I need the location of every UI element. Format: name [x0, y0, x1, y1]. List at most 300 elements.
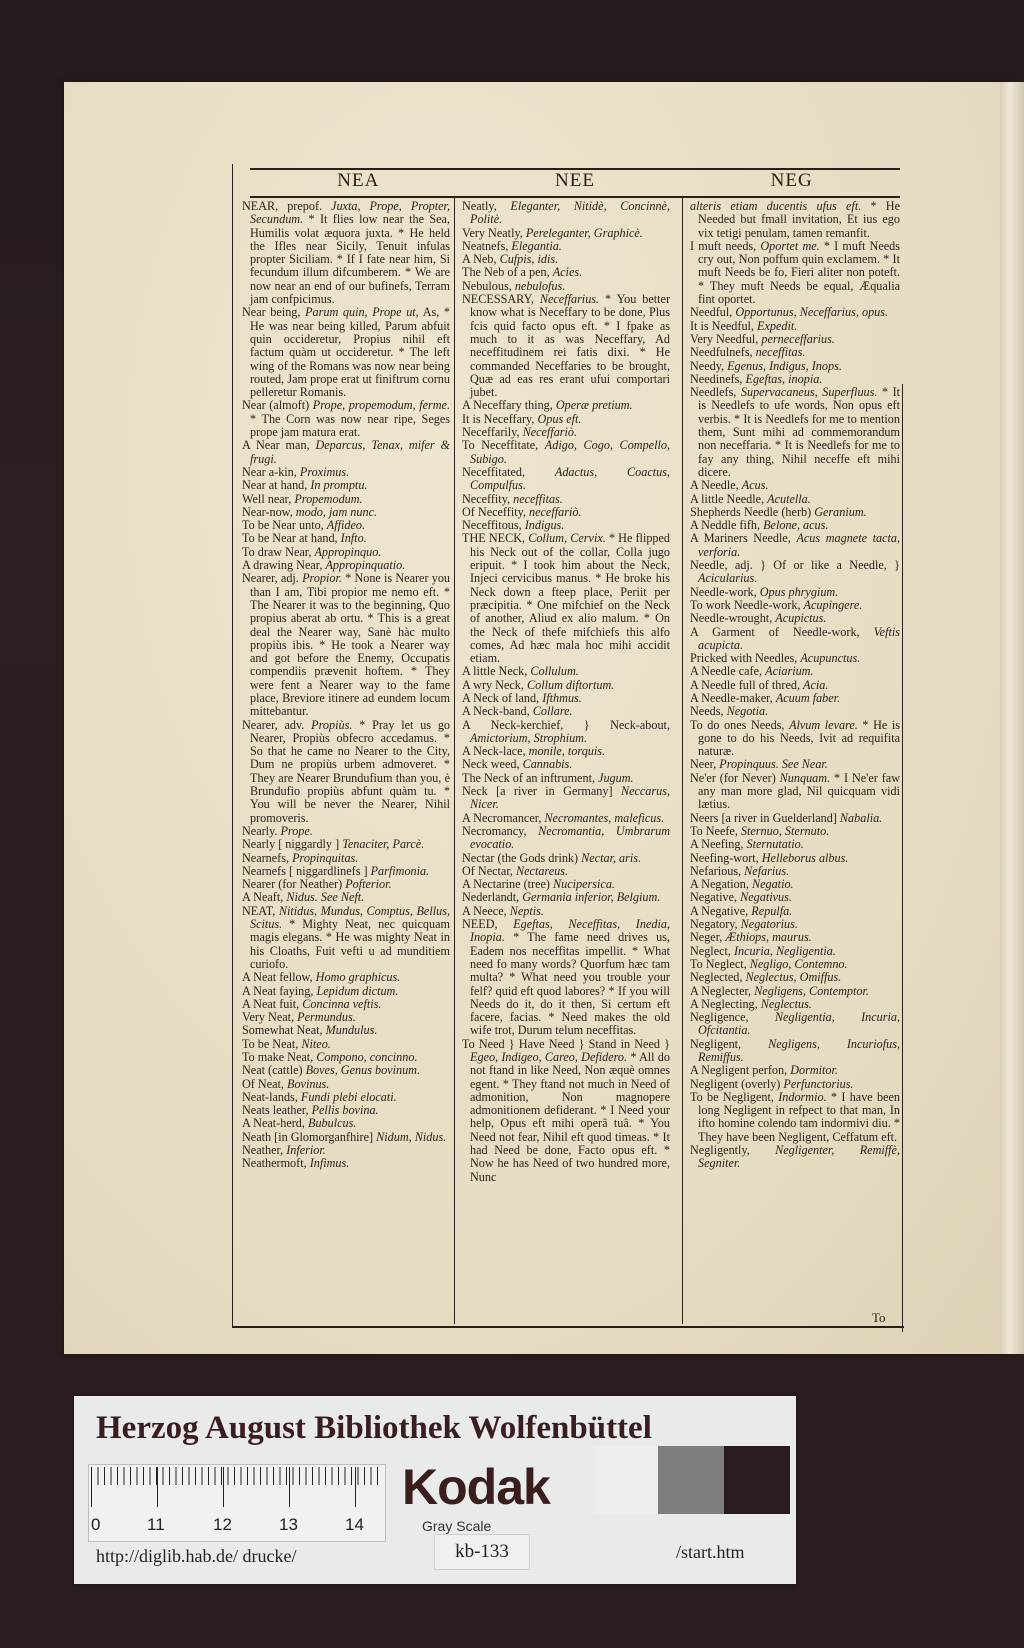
dictionary-entry — [690, 719, 900, 759]
headword: A Negation, — [690, 877, 749, 892]
dictionary-entry — [462, 825, 670, 852]
dictionary-entry — [242, 1131, 450, 1144]
dictionary-entry — [690, 865, 900, 878]
headword: A Needle full of thred, — [690, 677, 800, 692]
latin-gloss: Cannabis. — [522, 757, 573, 772]
dictionary-entry — [462, 426, 670, 439]
latin-gloss: Propemodum. — [294, 491, 363, 506]
latin-gloss: Infto. — [340, 531, 367, 546]
latin-gloss: Nunquam. — [779, 770, 831, 785]
shelf-code: kb-133 — [434, 1534, 530, 1570]
latin-gloss: Appropinquatio. — [325, 558, 406, 573]
dictionary-entry — [690, 559, 900, 586]
dictionary-entry — [462, 293, 670, 399]
headword: Needlefs, — [690, 385, 737, 400]
dictionary-entry — [242, 1117, 450, 1130]
latin-gloss: Niteo. — [301, 1036, 331, 1051]
latin-gloss: Adigo, Cogo, Compello, Subigo. — [470, 438, 670, 466]
example-text: * All do not ftand in like Need, Non æquè omnes egent. * They ftand not much in Need of admonition, Non magnopere admonitionem defiderant. * I Need your help, Opus eft mihi operâ tuâ. * You Need not fear, Nihil eft quod timeas. * It had Need be done, Facto opus eft. * Now he has Need of two hundred more, Nunc — [470, 1050, 670, 1184]
headword: A Neb, — [462, 252, 497, 267]
dictionary-entry — [690, 333, 900, 346]
dictionary-entry — [690, 652, 900, 665]
ruler-label: 11 — [147, 1515, 165, 1534]
latin-gloss: neceffitas. — [755, 345, 806, 360]
headword: To be Neat, — [242, 1036, 299, 1051]
headword: A Neat-herd, — [242, 1116, 305, 1131]
latin-gloss: Deparcus, Tenax, mifer & frugi. — [250, 438, 450, 466]
headword: NEAT, — [242, 903, 276, 918]
dictionary-entry — [242, 1064, 450, 1077]
dictionary-entry — [242, 399, 450, 439]
headword: Near (almoft) — [242, 398, 310, 413]
gray-scale-label: Gray Scale — [422, 1518, 492, 1534]
latin-gloss: Pofterior. — [345, 877, 392, 892]
dictionary-entry — [242, 998, 450, 1011]
headword: Needle-work, — [690, 584, 757, 599]
headword: Near being, — [242, 305, 301, 320]
latin-gloss: Negligens, Incuriofus, Remiffus. — [698, 1036, 900, 1064]
latin-gloss: Necromantia, Umbrarum evocatio. — [470, 823, 670, 852]
latin-gloss: Collum diftortum. — [526, 677, 615, 692]
headword: It is Needful, — [690, 318, 754, 333]
dictionary-entry — [690, 612, 900, 625]
headword: Needle, adj. } Of or like a Needle, } — [690, 558, 900, 573]
headword: Needinefs, — [690, 371, 743, 386]
latin-gloss: Parfimonia. — [370, 863, 430, 878]
headword: A Needle cafe, — [690, 664, 763, 679]
latin-gloss: Adactus, Coactus, Compulfus. — [470, 464, 670, 493]
dictionary-entry — [690, 705, 900, 718]
latin-gloss: Aciarium. — [765, 664, 814, 679]
latin-gloss: Neglectus. — [760, 996, 812, 1011]
dictionary-entry — [690, 373, 900, 386]
ruler-major-tick — [157, 1467, 158, 1507]
dictionary-entry — [690, 679, 900, 692]
dictionary-entry — [690, 626, 900, 653]
latin-gloss: Neccarus, Nicer. — [470, 784, 670, 812]
latin-gloss: Opus eft. — [537, 411, 582, 426]
latin-gloss: Nectareus. — [516, 863, 569, 878]
latin-gloss: alteris etiam ducentis ufus eft. — [690, 200, 862, 213]
latin-gloss: Infimus. — [309, 1156, 350, 1171]
dictionary-entry — [242, 1157, 450, 1170]
latin-gloss: Affideo. — [326, 518, 366, 533]
latin-gloss: Expedit. — [757, 318, 798, 333]
dictionary-entry — [690, 386, 900, 479]
headword: A Neat faying, — [242, 983, 314, 998]
dictionary-entry — [462, 413, 670, 426]
latin-gloss: Negatio. — [751, 877, 794, 892]
latin-gloss: Opus phrygium. — [759, 584, 839, 599]
dictionary-entry — [242, 865, 450, 878]
dictionary-entry — [242, 493, 450, 506]
headword: I muft needs, — [690, 238, 757, 253]
headword: Neatly, — [462, 200, 497, 213]
dictionary-entry — [462, 852, 670, 865]
dictionary-entry — [690, 878, 900, 891]
dictionary-entry — [690, 360, 900, 373]
headword: Necromancy, — [462, 823, 527, 838]
dictionary-entry — [242, 479, 450, 492]
example-text: * The fame need drives us, Eadem nos neceffitas impellit. * What need fo many words? Quorfum hæc tam multa? * What need you trouble your felf? quid eft quod labores? * If you will Needs do it, do it then, Si certum eft facere, facias. * Need makes the old wife trot, Durum telum neceffitas. — [470, 930, 670, 1038]
dictionary-entry — [690, 479, 900, 492]
gray-swatch-black — [724, 1446, 790, 1514]
dictionary-entry — [462, 227, 670, 240]
headword: A Neglecter, — [690, 983, 752, 998]
example-text: * I Ne'er faw any man more glad, Nil quicquam vidi lætius. — [698, 770, 900, 812]
headword: Neatnefs, — [462, 238, 509, 253]
dictionary-entry — [462, 466, 670, 493]
latin-gloss: Germania inferior, Belgium. — [522, 890, 661, 905]
dictionary-entry — [690, 586, 900, 599]
dictionary-entry — [690, 1038, 900, 1065]
latin-gloss: Sternuo, Sternuto. — [740, 823, 830, 838]
latin-gloss: Neceffariò. — [522, 425, 578, 440]
example-text: As, * He was near being killed, Parum abfuit quin occideretur, Propius nihil eft factum quàm ut occideretur. * The left wing of the Romans was now near being routed, Jam prope erat ut finiftrum cornu pelleretur Romanis. — [250, 305, 450, 400]
headword: Nederlandt, — [462, 890, 520, 905]
headword: A Neck-lace, — [462, 744, 526, 759]
example-text: * You better know what is Neceffary to be done, Plus fcis quid facto opus eft. * I fpake as much to it as was Neceffary, Ad neceffitudinem rei fatis dixi. * He commanded Neceffaries to be brought, Quæ ad eas res erant ufui comportari jubet. — [470, 292, 670, 400]
latin-gloss: Æthiops, maurus. — [725, 930, 812, 945]
gray-swatch-mid — [658, 1446, 724, 1514]
headword: It is Neceffary, — [462, 411, 535, 426]
latin-gloss: Operæ pretium. — [555, 398, 633, 413]
dictionary-entry — [462, 679, 670, 692]
latin-gloss: Bubulcus. — [308, 1116, 357, 1131]
headword: Negligently, — [690, 1143, 750, 1158]
headword: Neceffitous, — [462, 518, 522, 533]
headword: Neger, — [690, 930, 723, 945]
headword: Nearly. — [242, 823, 278, 838]
gray-swatch-white — [594, 1446, 658, 1514]
latin-gloss: Inferior. — [286, 1143, 326, 1158]
headword: Neath [in Glomorganfhire] — [242, 1129, 374, 1144]
dictionary-entry — [462, 785, 670, 812]
example-text: * It flies low near the Sea, Humilis volat æquora juxta. * He held the Ifles near Sicily, Tenuit infulas propter Siciliam. * If I fate near him, Si fecundum illum difcumberem. * We are now near an end of our bufinefs, Terram jam confpicimus. — [250, 212, 450, 307]
dictionary-entry — [242, 439, 450, 466]
headword: The Neck of an inftrument, — [462, 770, 595, 785]
column-separator — [454, 198, 455, 1324]
headword: A Neceffary thing, — [462, 398, 553, 413]
dictionary-entry — [462, 719, 670, 746]
headword: To draw Near, — [242, 544, 312, 559]
headword: To Neglect, — [690, 956, 747, 971]
latin-gloss: Negligentia, Incuria, Ofcitantia. — [698, 1010, 900, 1038]
latin-gloss: Compono, concinno. — [316, 1050, 418, 1064]
latin-gloss: Negligo, Contemno. — [749, 956, 848, 971]
dictionary-entry — [462, 532, 670, 665]
running-head-1: NEA — [337, 170, 380, 191]
dictionary-entry — [462, 493, 670, 506]
headword: A Necromancer, — [462, 810, 542, 825]
dictionary-entry — [242, 1011, 450, 1024]
headword: Very Neatly, — [462, 225, 523, 240]
headword: A Neck-kerchief, } Neck-about, — [462, 717, 670, 732]
page-edge — [1000, 82, 1024, 1354]
latin-gloss: Nitidus, Mundus, Comptus, Bellus, Scitus. — [250, 903, 450, 932]
latin-gloss: Nidum, Nidus. — [376, 1129, 447, 1144]
dictionary-entry — [690, 320, 900, 333]
dictionary-entry — [690, 772, 900, 812]
frame-right-rule — [902, 384, 903, 1332]
headword: Neathermoft, — [242, 1156, 307, 1171]
headword: Neat (cattle) — [242, 1063, 303, 1078]
dictionary-entry — [462, 240, 670, 253]
latin-gloss: Bovinus. — [287, 1076, 330, 1091]
scale-ruler — [88, 1464, 386, 1542]
headword: THE NECK, — [462, 531, 526, 546]
headword: Near-now, — [242, 504, 293, 519]
example-text: * Mighty Neat, nec quicquam magis elegans. * He was mighty Neat in his Cloaths, Fuit vefti u ad munditiem curiofo. — [250, 917, 450, 971]
headword: A Neddle fifh, — [690, 518, 761, 533]
headword: Nefarious, — [690, 863, 742, 878]
latin-gloss: Parum quin, Prope ut, — [305, 305, 419, 320]
dictionary-entry — [462, 865, 670, 878]
latin-gloss: Propiùs. — [311, 717, 353, 732]
dictionary-entry — [462, 758, 670, 771]
dictionary-entry — [462, 439, 670, 466]
latin-gloss: Egenus, Indigus, Inops. — [727, 358, 842, 373]
dictionary-entry — [690, 812, 900, 825]
dictionary-entry — [242, 1091, 450, 1104]
kodak-logo: Kodak — [402, 1459, 550, 1515]
dictionary-column-1 — [242, 200, 450, 1320]
dictionary-entry — [242, 1078, 450, 1091]
headword: NECESSARY, — [462, 292, 534, 307]
dictionary-entry — [690, 931, 900, 944]
latin-gloss: Amictorium, Strophium. — [470, 730, 588, 745]
latin-gloss: Negatorius. — [740, 917, 798, 932]
latin-gloss: Belone, acus. — [763, 518, 829, 533]
headword: To do ones Needs, — [690, 717, 785, 732]
dictionary-entry — [462, 812, 670, 825]
ruler-major-tick — [289, 1467, 290, 1507]
headword: Negligent, — [690, 1036, 742, 1051]
latin-gloss: Acies. — [552, 265, 583, 280]
latin-gloss: Nabalia. — [839, 810, 883, 825]
headword: Neglect, — [690, 943, 731, 958]
headword: Neather, — [242, 1143, 284, 1158]
latin-gloss: Appropinquo. — [314, 544, 382, 559]
headword: Nebulous, — [462, 278, 512, 293]
latin-gloss: Concinna veftis. — [302, 996, 382, 1011]
headword: Needy, — [690, 358, 725, 373]
latin-gloss: nebulofus. — [514, 278, 566, 293]
headword: Negative, — [690, 890, 738, 905]
headword: Neck weed, — [462, 757, 520, 772]
ruler-major-tick — [355, 1467, 356, 1507]
headword: A Neece, — [462, 903, 507, 918]
dictionary-entry — [242, 1051, 450, 1064]
library-name: Herzog August Bibliothek Wolfenbüttel — [96, 1410, 652, 1446]
dictionary-entry — [690, 599, 900, 612]
latin-gloss: Alvum levare. — [789, 717, 858, 732]
dictionary-entry — [242, 1104, 450, 1117]
dictionary-entry — [690, 758, 900, 771]
dictionary-entry — [242, 838, 450, 851]
headword: A Neck-band, — [462, 704, 530, 719]
latin-gloss: Acupingere. — [803, 597, 863, 612]
dictionary-entry — [242, 971, 450, 984]
dictionary-entry — [242, 546, 450, 559]
headword: Very Needful, — [690, 331, 759, 346]
headword: Neceffitated, — [462, 464, 526, 479]
latin-gloss: Negligens, Contemptor. — [754, 983, 869, 998]
headword: Negligent (overly) — [690, 1076, 781, 1091]
ruler-ticks — [91, 1467, 381, 1511]
headword: A Garment of Needle-work, — [690, 624, 860, 639]
dictionary-entry — [690, 825, 900, 838]
headword: Needs, — [690, 704, 724, 719]
latin-gloss: modo, jam nunc. — [295, 504, 378, 519]
latin-gloss: Jugum. — [598, 770, 634, 785]
dictionary-entry — [242, 519, 450, 532]
headword: A Needle-maker, — [690, 690, 773, 705]
dictionary-entry — [462, 253, 670, 266]
example-text: * It is Needlefs to ufe words, Non opus eft verbis. * It is Needlefs for me to mention them, Sunt mihi ad commemorandum non neceffaria. * It is Needlefs for me to fay any thing, Nihil neceffe eft mihi dicere. — [698, 385, 900, 479]
latin-gloss: Dormitor. — [790, 1063, 838, 1078]
headword: Ne'er (for Never) — [690, 770, 776, 785]
headword: Negatory, — [690, 917, 738, 932]
dictionary-entry — [462, 878, 670, 891]
headword: Near at hand, — [242, 478, 308, 493]
headword: A Negligent perfon, — [690, 1063, 788, 1078]
latin-gloss: Lepidum dictum. — [316, 983, 399, 998]
headword: A Nectarine (tree) — [462, 877, 550, 892]
dictionary-entry — [462, 1038, 670, 1184]
headword: To Need } Have Need } Stand in Need } — [462, 1036, 670, 1051]
headword: Nearer, adj. — [242, 571, 299, 586]
dictionary-entry — [690, 506, 900, 519]
dictionary-entry — [242, 825, 450, 838]
latin-gloss: Egeftas, inopia. — [745, 371, 823, 386]
dictionary-entry — [462, 745, 670, 758]
archive-url-suffix: /start.htm — [676, 1542, 745, 1562]
dictionary-entry — [690, 692, 900, 705]
latin-gloss: Cufpis, idis. — [499, 252, 559, 267]
latin-gloss: Oportet me. — [760, 238, 820, 253]
dictionary-entry — [462, 506, 670, 519]
dictionary-entry — [242, 306, 450, 399]
latin-gloss: Helleborus albus. — [761, 850, 849, 865]
latin-gloss: Geranium. — [814, 504, 867, 519]
dictionary-entry — [462, 519, 670, 532]
headword: Nearly [ niggardly ] — [242, 837, 340, 852]
latin-gloss: Acicularius. — [698, 571, 758, 586]
headword: NEED, — [462, 917, 498, 932]
dictionary-entry — [462, 266, 670, 279]
catchword: To — [872, 1310, 886, 1325]
headword: Neat-lands, — [242, 1089, 298, 1104]
headword: Needfulnefs, — [690, 345, 753, 360]
headword: The Neb of a pen, — [462, 265, 550, 280]
dictionary-entry — [462, 665, 670, 678]
latin-gloss: Elegantia. — [511, 238, 562, 253]
latin-gloss: Nefarius. — [744, 863, 790, 878]
headword: Of Neat, — [242, 1076, 284, 1091]
latin-gloss: Collulum. — [530, 664, 579, 679]
dictionary-entry — [690, 838, 900, 851]
latin-gloss: Supervacaneus, Superfluus. — [740, 385, 878, 400]
latin-gloss: Collare. — [532, 704, 573, 719]
dictionary-entry — [462, 692, 670, 705]
latin-gloss: Negativus. — [740, 890, 792, 905]
dictionary-entry — [690, 971, 900, 984]
dictionary-entry — [690, 346, 900, 359]
dictionary-entry — [690, 1064, 900, 1077]
headword: Somewhat Neat, — [242, 1023, 323, 1038]
dictionary-entry — [462, 891, 670, 904]
dictionary-entry — [242, 1024, 450, 1037]
dictionary-entry — [462, 905, 670, 918]
headword: Neer, — [690, 757, 717, 772]
example-text: * None is Nearer you than I am, Tibi propior me nemo eft. * The Nearer it was to the beginning, Quo propius aberat ab ortu. * This is a great deal the Nearer way, Sanè hàc multo propiùs ibis. * He took a Nearer way and got before the Enemy, Occupatis compendiis prævenit hoftem. * They were fent a Nearer way to the fame place, Breviore itinere ad eundem locum mittebantur. — [250, 571, 450, 719]
latin-gloss: Propior. — [302, 571, 342, 586]
headword: To be Near at hand, — [242, 531, 338, 546]
latin-gloss: Incuria, Negligentia. — [734, 943, 836, 958]
headword: Of Neceffity, — [462, 504, 526, 519]
dictionary-entry — [462, 399, 670, 412]
example-text: * I muft Needs cry out, Non poffum quin exclamem. * It muft Needs be fo, Fieri aliter non poteft. * They muft Needs be equal, Æqualia fint oportet. — [698, 238, 900, 307]
dictionary-entry — [690, 945, 900, 958]
headword: Nearer, adv. — [242, 717, 305, 732]
dictionary-entry — [690, 918, 900, 931]
latin-gloss: Repulfa. — [751, 903, 793, 918]
dictionary-entry — [690, 532, 900, 559]
latin-gloss: Proximus. — [299, 464, 350, 479]
dictionary-entry — [690, 1078, 900, 1091]
dictionary-entry — [690, 1011, 900, 1038]
headword: Pricked with Needles, — [690, 651, 798, 666]
dictionary-entry — [690, 905, 900, 918]
headword: To Neefe, — [690, 823, 738, 838]
headword: A little Needle, — [690, 491, 765, 506]
dictionary-entry — [690, 200, 900, 240]
latin-gloss: Necromantes, maleficus. — [544, 810, 665, 825]
latin-gloss: Propinquus. See Near. — [719, 757, 828, 772]
latin-gloss: Acia. — [803, 677, 829, 692]
headword: A Neat fellow, — [242, 970, 313, 985]
ruler-label: 0 — [91, 1515, 101, 1534]
headword: A Mariners Needle, — [690, 531, 791, 546]
dictionary-entry — [690, 998, 900, 1011]
latin-gloss: Negligenter, Remiffè, Segniter. — [698, 1143, 900, 1171]
headword: To be Negligent, — [690, 1089, 774, 1104]
headword: To Neceffitate, — [462, 438, 539, 453]
latin-gloss: Neglectus, Omiffus. — [745, 970, 842, 985]
dictionary-entry — [242, 506, 450, 519]
latin-gloss: Juxta, Prope, Propter, Secundum. — [250, 200, 450, 227]
headword: A Negative, — [690, 903, 749, 918]
latin-gloss: Prope. — [280, 823, 313, 838]
headword: A little Neck, — [462, 664, 528, 679]
dictionary-entry — [242, 878, 450, 891]
latin-gloss: Acus. — [741, 478, 769, 493]
latin-gloss: Neptis. — [509, 903, 544, 918]
bottom-rule — [232, 1326, 904, 1328]
column-separator — [682, 198, 683, 1324]
latin-gloss: Sternutatio. — [746, 837, 804, 852]
latin-gloss: In promptu. — [310, 478, 368, 493]
dictionary-entry — [690, 240, 900, 306]
latin-gloss: Acuum faber. — [775, 690, 841, 705]
archive-calibration-card — [74, 1396, 796, 1584]
frame-left-rule — [232, 164, 233, 1326]
ruler-major-tick — [223, 1467, 224, 1507]
latin-gloss: Nectar, aris. — [581, 850, 642, 865]
headword: Neceffity, — [462, 491, 511, 506]
latin-gloss: Collum, Cervix. — [528, 531, 606, 546]
